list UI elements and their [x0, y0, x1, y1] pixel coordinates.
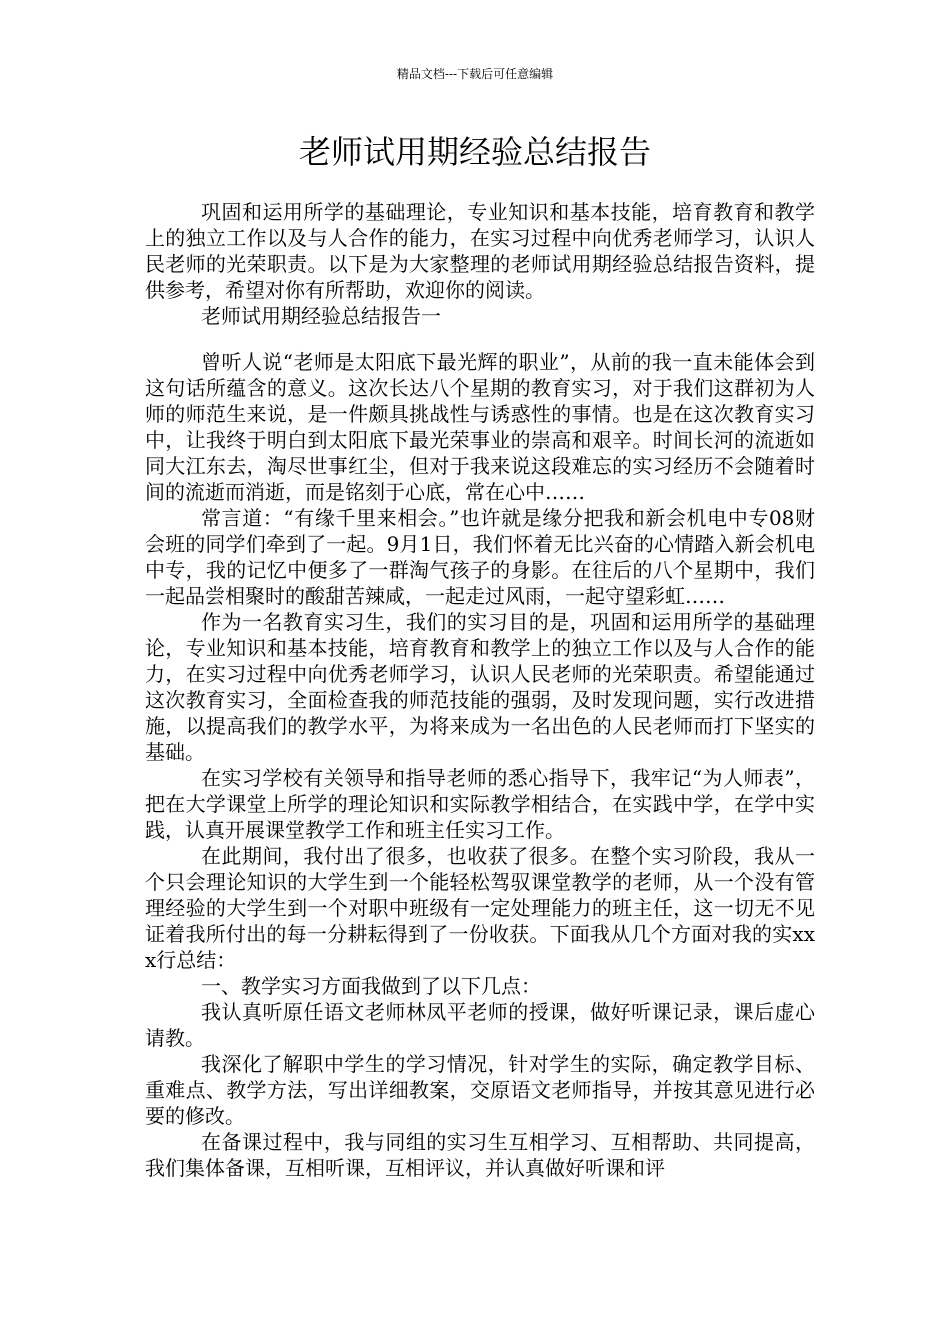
document-title: 老师试用期经验总结报告	[298, 133, 651, 171]
body-paragraph: 常言道：“有缘千里来相会。”也许就是缘分把我和新会机电中专08财会班的同学们牵到了一起。9月1日，我们怀着无比兴奋的心情踏入新会机电中专，我的记忆中便多了一群淘气孩子的身影。在往后的八个星期中，我们一起品尝相聚时的酸甜苦辣咸，一起走过风雨，一起守望彩虹……	[145, 506, 815, 608]
body-paragraph: 曾听人说“老师是太阳底下最光辉的职业”，从前的我一直未能体会到这句话所蕴含的意义。这次长达八个星期的教育实习，对于我们这群初为人师的师范生来说，是一件颇具挑战性与诱惑性的事情。也是在这次教育实习中，让我终于明白到太阳底下最光荣事业的崇高和艰辛。时间长河的流逝如同大江东去，淘尽世事红尘，但对于我来说这段难忘的实习经历不会随着时间的流逝而消逝，而是铭刻于心底，常在心中……	[145, 350, 815, 504]
body-paragraph: 在此期间，我付出了很多，也收获了很多。在整个实习阶段，我从一个只会理论知识的大学生到一个能轻松驾驭课堂教学的老师，从一个没有管理经验的大学生到一个对职中班级有一定处理能力的班主任，这一切无不见证着我所付出的每一分耕耘得到了一份收获。下面我从几个方面对我的实xxx行总结：	[145, 844, 815, 972]
intro-paragraph: 巩固和运用所学的基础理论，专业知识和基本技能，培育教育和教学上的独立工作以及与人合作的能力，在实习过程中向优秀老师学习，认识人民老师的光荣职责。以下是为大家整理的老师试用期经验总结报告资料，提供参考，希望对你有所帮助，欢迎你的阅读。	[145, 200, 815, 302]
body-paragraph: 在备课过程中，我与同组的实习生互相学习、互相帮助、共同提高，我们集体备课，互相听课，互相评议，并认真做好听课和评	[145, 1130, 815, 1180]
body-paragraph: 在实习学校有关领导和指导老师的悉心指导下，我牢记“为人师表”，把在大学课堂上所学的理论知识和实际教学相结合，在实践中学，在学中实践，认真开展课堂教学工作和班主任实习工作。	[145, 766, 815, 842]
body-paragraph: 我认真听原任语文老师林凤平老师的授课，做好听课记录，课后虚心请教。	[145, 1000, 815, 1050]
page-header: 精品文档---下载后可任意编辑	[396, 67, 554, 81]
body-paragraph: 作为一名教育实习生，我们的实习目的是，巩固和运用所学的基础理论，专业知识和基本技能，培育教育和教学上的独立工作以及与人合作的能力，在实习过程中向优秀老师学习，认识人民老师的光荣职责。希望能通过这次教育实习，全面检查我的师范技能的强弱，及时发现问题，实行改进措施，以提高我们的教学水平，为将来成为一名出色的人民老师而打下坚实的基础。	[145, 610, 815, 764]
section-heading: 老师试用期经验总结报告一	[201, 304, 441, 328]
document-body	[145, 199, 815, 1181]
body-paragraph: 我深化了解职中学生的学习情况，针对学生的实际，确定教学目标、重难点、教学方法，写出详细教案，交原语文老师指导，并按其意见进行必要的修改。	[145, 1052, 815, 1128]
subsection-heading: 一、教学实习方面我做到了以下几点：	[201, 974, 541, 998]
